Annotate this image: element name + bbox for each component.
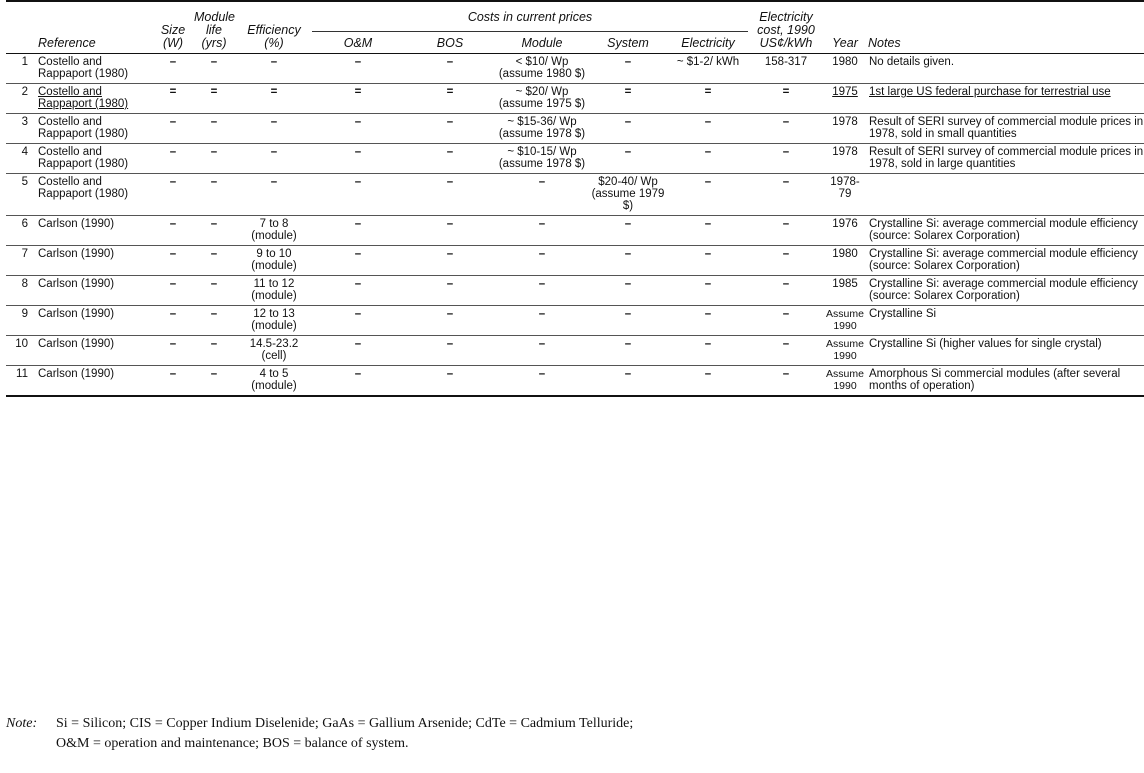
om-cell: – — [354, 248, 362, 260]
electricity-cost-cell: – — [782, 278, 790, 290]
life-cell: – — [210, 176, 218, 188]
system-cell: $20-40/ Wp (assume 1979 $) — [591, 176, 665, 212]
year-cell: 1976 — [832, 218, 858, 230]
module-cell: – — [538, 338, 546, 350]
year-cell: Assume 1990 — [826, 338, 864, 362]
size-cell: – — [169, 176, 177, 188]
module-cell: ~ $15-36/ Wp (assume 1978 $) — [498, 116, 586, 140]
electricity-cell: – — [704, 308, 712, 320]
om-cell: – — [354, 56, 362, 68]
electricity-cell: – — [704, 338, 712, 350]
om-cell: – — [354, 368, 362, 380]
notes-cell: Result of SERI survey of commercial module prices in 1978, sold in small quantities — [869, 116, 1144, 140]
bos-cell: – — [446, 368, 454, 380]
notes-cell: Crystalline Si (higher values for single crystal) — [869, 338, 1102, 350]
electricity-cell: – — [704, 218, 712, 230]
module-cell: – — [538, 278, 546, 290]
header-efficiency: Efficiency (%) — [247, 23, 301, 50]
row-number: 10 — [15, 338, 28, 350]
life-cell: – — [210, 56, 218, 68]
bos-cell: = — [446, 86, 454, 98]
header-row-top — [6, 1, 1144, 32]
electricity-cost-cell: 158-317 — [764, 56, 808, 68]
system-cell: – — [624, 116, 632, 128]
life-cell: – — [210, 308, 218, 320]
bos-cell: – — [446, 308, 454, 320]
table-row — [6, 114, 1144, 144]
life-cell: – — [210, 146, 218, 158]
efficiency-cell: 7 to 8 (module) — [251, 218, 297, 242]
size-cell: – — [169, 146, 177, 158]
row-number: 6 — [21, 218, 28, 230]
size-cell: = — [169, 86, 177, 98]
system-cell: – — [624, 308, 632, 320]
system-cell: – — [624, 248, 632, 260]
system-cell: – — [624, 56, 632, 68]
header-om: O&M — [343, 36, 373, 50]
efficiency-cell: 14.5-23.2 (cell) — [249, 338, 299, 362]
notes-cell: Crystalline Si: average commercial module efficiency (source: Solarex Corporation) — [869, 278, 1138, 302]
year-cell: 1978 — [832, 116, 858, 128]
electricity-cost-cell: – — [782, 116, 790, 128]
reference-cell: Costello and Rappaport (1980) — [38, 176, 129, 200]
system-cell: – — [624, 278, 632, 290]
module-cell: – — [538, 176, 546, 188]
size-cell: – — [169, 338, 177, 350]
reference-cell: Costello and Rappaport (1980) — [38, 86, 129, 110]
electricity-cost-cell: – — [782, 368, 790, 380]
reference-cell: Carlson (1990) — [38, 368, 115, 380]
reference-cell: Carlson (1990) — [38, 338, 115, 350]
cost-table — [6, 0, 1144, 397]
life-cell: – — [210, 338, 218, 350]
electricity-cost-cell: – — [782, 248, 790, 260]
life-cell: = — [210, 86, 218, 98]
system-cell: = — [624, 86, 632, 98]
year-cell: 1980 — [832, 56, 858, 68]
efficiency-cell: – — [270, 56, 278, 68]
table-row — [6, 174, 1144, 216]
electricity-cell: – — [704, 248, 712, 260]
module-cell: – — [538, 218, 546, 230]
reference-cell: Carlson (1990) — [38, 218, 115, 230]
notes-cell: Crystalline Si — [869, 308, 937, 320]
size-cell: – — [169, 218, 177, 230]
electricity-cell: – — [704, 146, 712, 158]
row-number: 4 — [21, 146, 28, 158]
reference-cell: Carlson (1990) — [38, 278, 115, 290]
om-cell: – — [354, 338, 362, 350]
om-cell: – — [354, 308, 362, 320]
header-system: System — [607, 36, 649, 50]
year-cell: 1975 — [832, 86, 858, 98]
bos-cell: – — [446, 56, 454, 68]
om-cell: – — [354, 146, 362, 158]
footnote-label: Note: — [6, 716, 38, 731]
header-notes: Notes — [868, 36, 901, 50]
notes-cell: Crystalline Si: average commercial module efficiency (source: Solarex Corporation) — [869, 218, 1138, 242]
row-number: 2 — [21, 86, 28, 98]
om-cell: = — [354, 86, 362, 98]
notes-cell: Crystalline Si: average commercial module efficiency (source: Solarex Corporation) — [869, 248, 1138, 272]
reference-cell: Carlson (1990) — [38, 308, 115, 320]
header-size: Size (W) — [160, 23, 186, 50]
header-module: Module — [521, 36, 563, 50]
module-cell: ~ $20/ Wp (assume 1975 $) — [498, 86, 586, 110]
table-row — [6, 216, 1144, 246]
om-cell: – — [354, 176, 362, 188]
module-cell: < $10/ Wp (assume 1980 $) — [498, 56, 586, 80]
system-cell: – — [624, 146, 632, 158]
electricity-cost-cell: = — [782, 86, 790, 98]
module-cell: – — [538, 308, 546, 320]
bos-cell: – — [446, 218, 454, 230]
row-number: 7 — [21, 248, 28, 260]
electricity-cost-cell: – — [782, 218, 790, 230]
reference-cell: Carlson (1990) — [38, 248, 115, 260]
electricity-cell: = — [704, 86, 712, 98]
year-cell: 1980 — [832, 248, 858, 260]
year-cell: 1978-79 — [830, 176, 860, 200]
bos-cell: – — [446, 248, 454, 260]
bos-cell: – — [446, 146, 454, 158]
bos-cell: – — [446, 278, 454, 290]
module-cell: – — [538, 368, 546, 380]
notes-cell: No details given. — [869, 56, 955, 68]
table-footnote — [6, 714, 1138, 754]
table-row — [6, 54, 1144, 84]
footnote-text-1: Si = Silicon; CIS = Copper Indium Diselenide; GaAs = Gallium Arsenide; CdTe = Cadmium Telluride; — [56, 716, 634, 731]
efficiency-cell: 9 to 10 (module) — [251, 248, 297, 272]
system-cell: – — [624, 218, 632, 230]
header-electricity-cost: Electricity cost, 1990 US¢/kWh — [757, 10, 815, 50]
size-cell: – — [169, 308, 177, 320]
life-cell: – — [210, 248, 218, 260]
year-cell: 1985 — [832, 278, 858, 290]
efficiency-cell: 12 to 13 (module) — [251, 308, 297, 332]
module-cell: – — [538, 248, 546, 260]
size-cell: – — [169, 248, 177, 260]
electricity-cell: – — [704, 116, 712, 128]
efficiency-cell: – — [270, 146, 278, 158]
bos-cell: – — [446, 116, 454, 128]
year-cell: 1978 — [832, 146, 858, 158]
notes-cell — [866, 174, 1144, 216]
row-number: 1 — [21, 56, 28, 68]
electricity-cell: – — [704, 278, 712, 290]
table-row — [6, 306, 1144, 336]
footnote-line-1 — [6, 714, 1138, 734]
electricity-cost-cell: – — [782, 146, 790, 158]
header-bos: BOS — [436, 36, 464, 50]
reference-cell: Costello and Rappaport (1980) — [38, 56, 129, 80]
efficiency-cell: 4 to 5 (module) — [251, 368, 297, 392]
size-cell: – — [169, 116, 177, 128]
efficiency-cell: – — [270, 176, 278, 188]
efficiency-cell: 11 to 12 (module) — [251, 278, 297, 302]
row-number: 3 — [21, 116, 28, 128]
life-cell: – — [210, 368, 218, 380]
life-cell: – — [210, 278, 218, 290]
size-cell: – — [169, 56, 177, 68]
om-cell: – — [354, 116, 362, 128]
om-cell: – — [354, 218, 362, 230]
header-module-life: Module life (yrs) — [194, 10, 235, 50]
bos-cell: – — [446, 176, 454, 188]
life-cell: – — [210, 116, 218, 128]
table-row — [6, 336, 1144, 366]
row-number: 9 — [21, 308, 28, 320]
header-number — [6, 1, 36, 54]
size-cell: – — [169, 278, 177, 290]
module-cell: ~ $10-15/ Wp (assume 1978 $) — [498, 146, 586, 170]
electricity-cost-cell: – — [782, 308, 790, 320]
reference-cell: Costello and Rappaport (1980) — [38, 116, 129, 140]
reference-cell: Costello and Rappaport (1980) — [38, 146, 129, 170]
notes-cell: Amorphous Si commercial modules (after several months of operation) — [869, 368, 1121, 392]
row-number: 8 — [21, 278, 28, 290]
bos-cell: – — [446, 338, 454, 350]
row-number: 5 — [21, 176, 28, 188]
document — [6, 0, 1144, 397]
om-cell: – — [354, 278, 362, 290]
header-cost-group: Costs in current prices — [312, 1, 748, 32]
table-row — [6, 144, 1144, 174]
electricity-cell: – — [704, 176, 712, 188]
electricity-cell: ~ $1-2/ kWh — [676, 56, 740, 68]
table-row — [6, 84, 1144, 114]
notes-cell: Result of SERI survey of commercial module prices in 1978, sold in large quantities — [869, 146, 1144, 170]
header-reference: Reference — [38, 36, 96, 50]
table-row — [6, 246, 1144, 276]
electricity-cost-cell: – — [782, 176, 790, 188]
electricity-cell: – — [704, 368, 712, 380]
table-row — [6, 366, 1144, 397]
system-cell: – — [624, 368, 632, 380]
efficiency-cell: – — [270, 116, 278, 128]
efficiency-cell: = — [270, 86, 278, 98]
year-cell: Assume 1990 — [826, 368, 864, 392]
footnote-text-2: O&M = operation and maintenance; BOS = balance of system. — [56, 736, 409, 751]
header-electricity: Electricity — [681, 36, 735, 50]
system-cell: – — [624, 338, 632, 350]
notes-cell: 1st large US federal purchase for terrestrial use — [869, 86, 1111, 98]
year-cell: Assume 1990 — [826, 308, 864, 332]
size-cell: – — [169, 368, 177, 380]
life-cell: – — [210, 218, 218, 230]
table-row — [6, 276, 1144, 306]
electricity-cost-cell: – — [782, 338, 790, 350]
row-number: 11 — [16, 368, 28, 380]
header-year: Year — [832, 36, 858, 50]
